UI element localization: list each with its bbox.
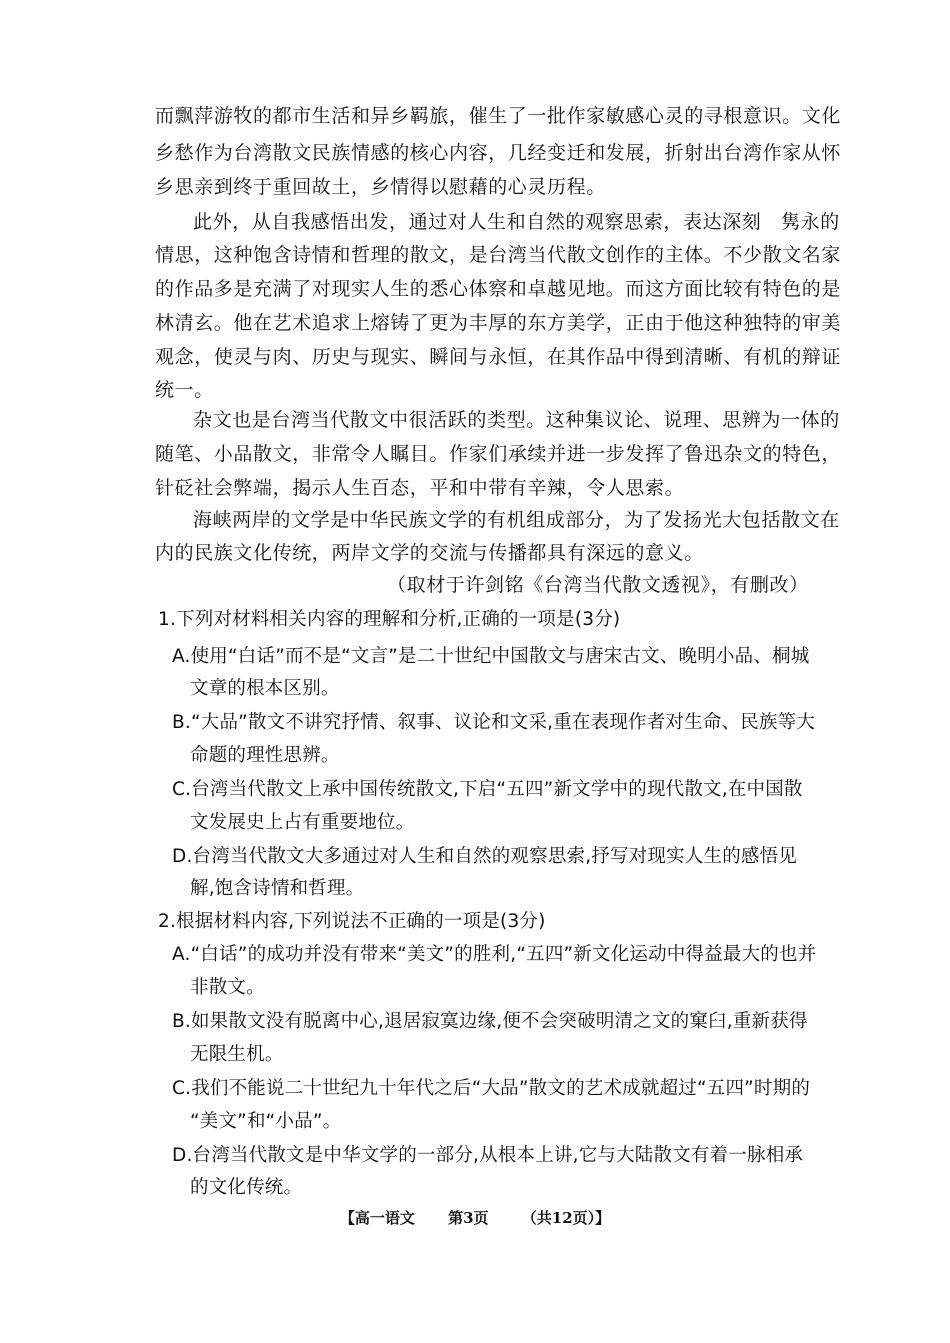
option-b-line: B.如果散文没有脱离中心,退居寂寞边缘,便不会突破明清之文的窠臼,重新获得 [172, 1011, 808, 1032]
passage-line: 林清玄。他在艺术追求上熔铸了更为丰厚的东方美学，正由于他这种独特的审美 [155, 312, 842, 334]
option-a-line: 文章的根本区别。 [190, 678, 340, 699]
passage-source: （取材于许剑铭《台湾当代散文透视》，有删改） [387, 574, 809, 596]
passage-line: 杂文也是台湾当代散文中很活跃的类型。这种集议论、说理、思辨为一体的 [193, 409, 840, 431]
option-d-line: D.台湾当代散文是中华文学的一部分,从根本上讲,它与大陆散文有着一脉相承 [172, 1145, 804, 1166]
passage-line: 乡思亲到终于重回故土，乡情得以慰藉的心灵历程。 [155, 176, 606, 198]
passage-line: 海峡两岸的文学是中华民族文学的有机组成部分，为了发扬光大包括散文在 [193, 509, 840, 531]
footer-subject: 【高一语文 [339, 1209, 415, 1227]
option-c-line: 文发展史上占有重要地位。 [190, 812, 415, 833]
question-stem: 1.下列对材料相关内容的理解和分析,正确的一项是(3分) [158, 609, 621, 630]
passage-line: 情思，这种饱含诗情和哲理的散文，是台湾当代散文创作的主体。不少散文名家 [155, 244, 842, 266]
option-c-line: C.我们不能说二十世纪九十年代之后“大品”散文的艺术成就超过“五四”时期的 [172, 1078, 811, 1099]
footer-page-number: 第3页 [448, 1209, 489, 1227]
option-c-line: C.台湾当代散文上承中国传统散文,下启“五四”新文学中的现代散文,在中国散 [172, 779, 803, 800]
passage-line: 统一。 [155, 379, 214, 401]
option-d-line: 的文化传统。 [190, 1177, 303, 1198]
option-d-line: 解,饱含诗情和哲理。 [190, 878, 365, 899]
passage-line: 随笔、小品散文，非常令人瞩目。作家们承续并进一步发挥了鲁迅杂文的特色， [155, 443, 842, 465]
passage-line: 而飘萍游牧的都市生活和异乡羁旅，催生了一批作家敏感心灵的寻根意识。文化 [155, 105, 842, 127]
passage-line: 观念，使灵与肉、历史与现实、瞬间与永恒，在其作品中得到清晰、有机的辩证 [155, 346, 842, 368]
option-d-line: D.台湾当代散文大多通过对人生和自然的观察思索,抒写对现实人生的感悟见 [172, 846, 798, 867]
option-a-line: A.使用“白话”而不是“文言”是二十世纪中国散文与唐宋古文、晚明小品、桐城 [172, 646, 810, 667]
passage-line: 内的民族文化传统，两岸文学的交流与传播都具有深远的意义。 [155, 542, 704, 564]
option-b-line: 无限生机。 [190, 1044, 284, 1065]
option-b-line: B.“大品”散文不讲究抒情、叙事、议论和文采,重在表现作者对生命、民族等大 [172, 712, 816, 733]
question-stem: 2.根据材料内容,下列说法不正确的一项是(3分) [158, 911, 546, 932]
option-a-line: A.“白话”的成功并没有带来“美文”的胜利,“五四”新文化运动中得益最大的也并 [172, 944, 817, 965]
passage-line: 的作品多是充满了对现实人生的悉心体察和卓越见地。而这方面比较有特色的是 [155, 278, 842, 300]
passage-line: 乡愁作为台湾散文民族情感的核心内容，几经变迁和发展，折射出台湾作家从怀 [155, 142, 842, 164]
footer-page-total: （共12页）】 [521, 1209, 611, 1227]
page-footer [0, 1207, 950, 1228]
option-a-line: 非散文。 [190, 977, 265, 998]
option-c-line: “美文”和“小品”。 [190, 1111, 342, 1132]
passage-line: 针砭社会弊端，揭示人生百态，平和中带有辛辣，令人思索。 [155, 477, 685, 499]
option-b-line: 命题的理性思辨。 [190, 745, 340, 766]
passage-line: 此外，从自我感悟出发，通过对人生和自然的观察思索，表达深刻 隽永的 [193, 211, 840, 233]
